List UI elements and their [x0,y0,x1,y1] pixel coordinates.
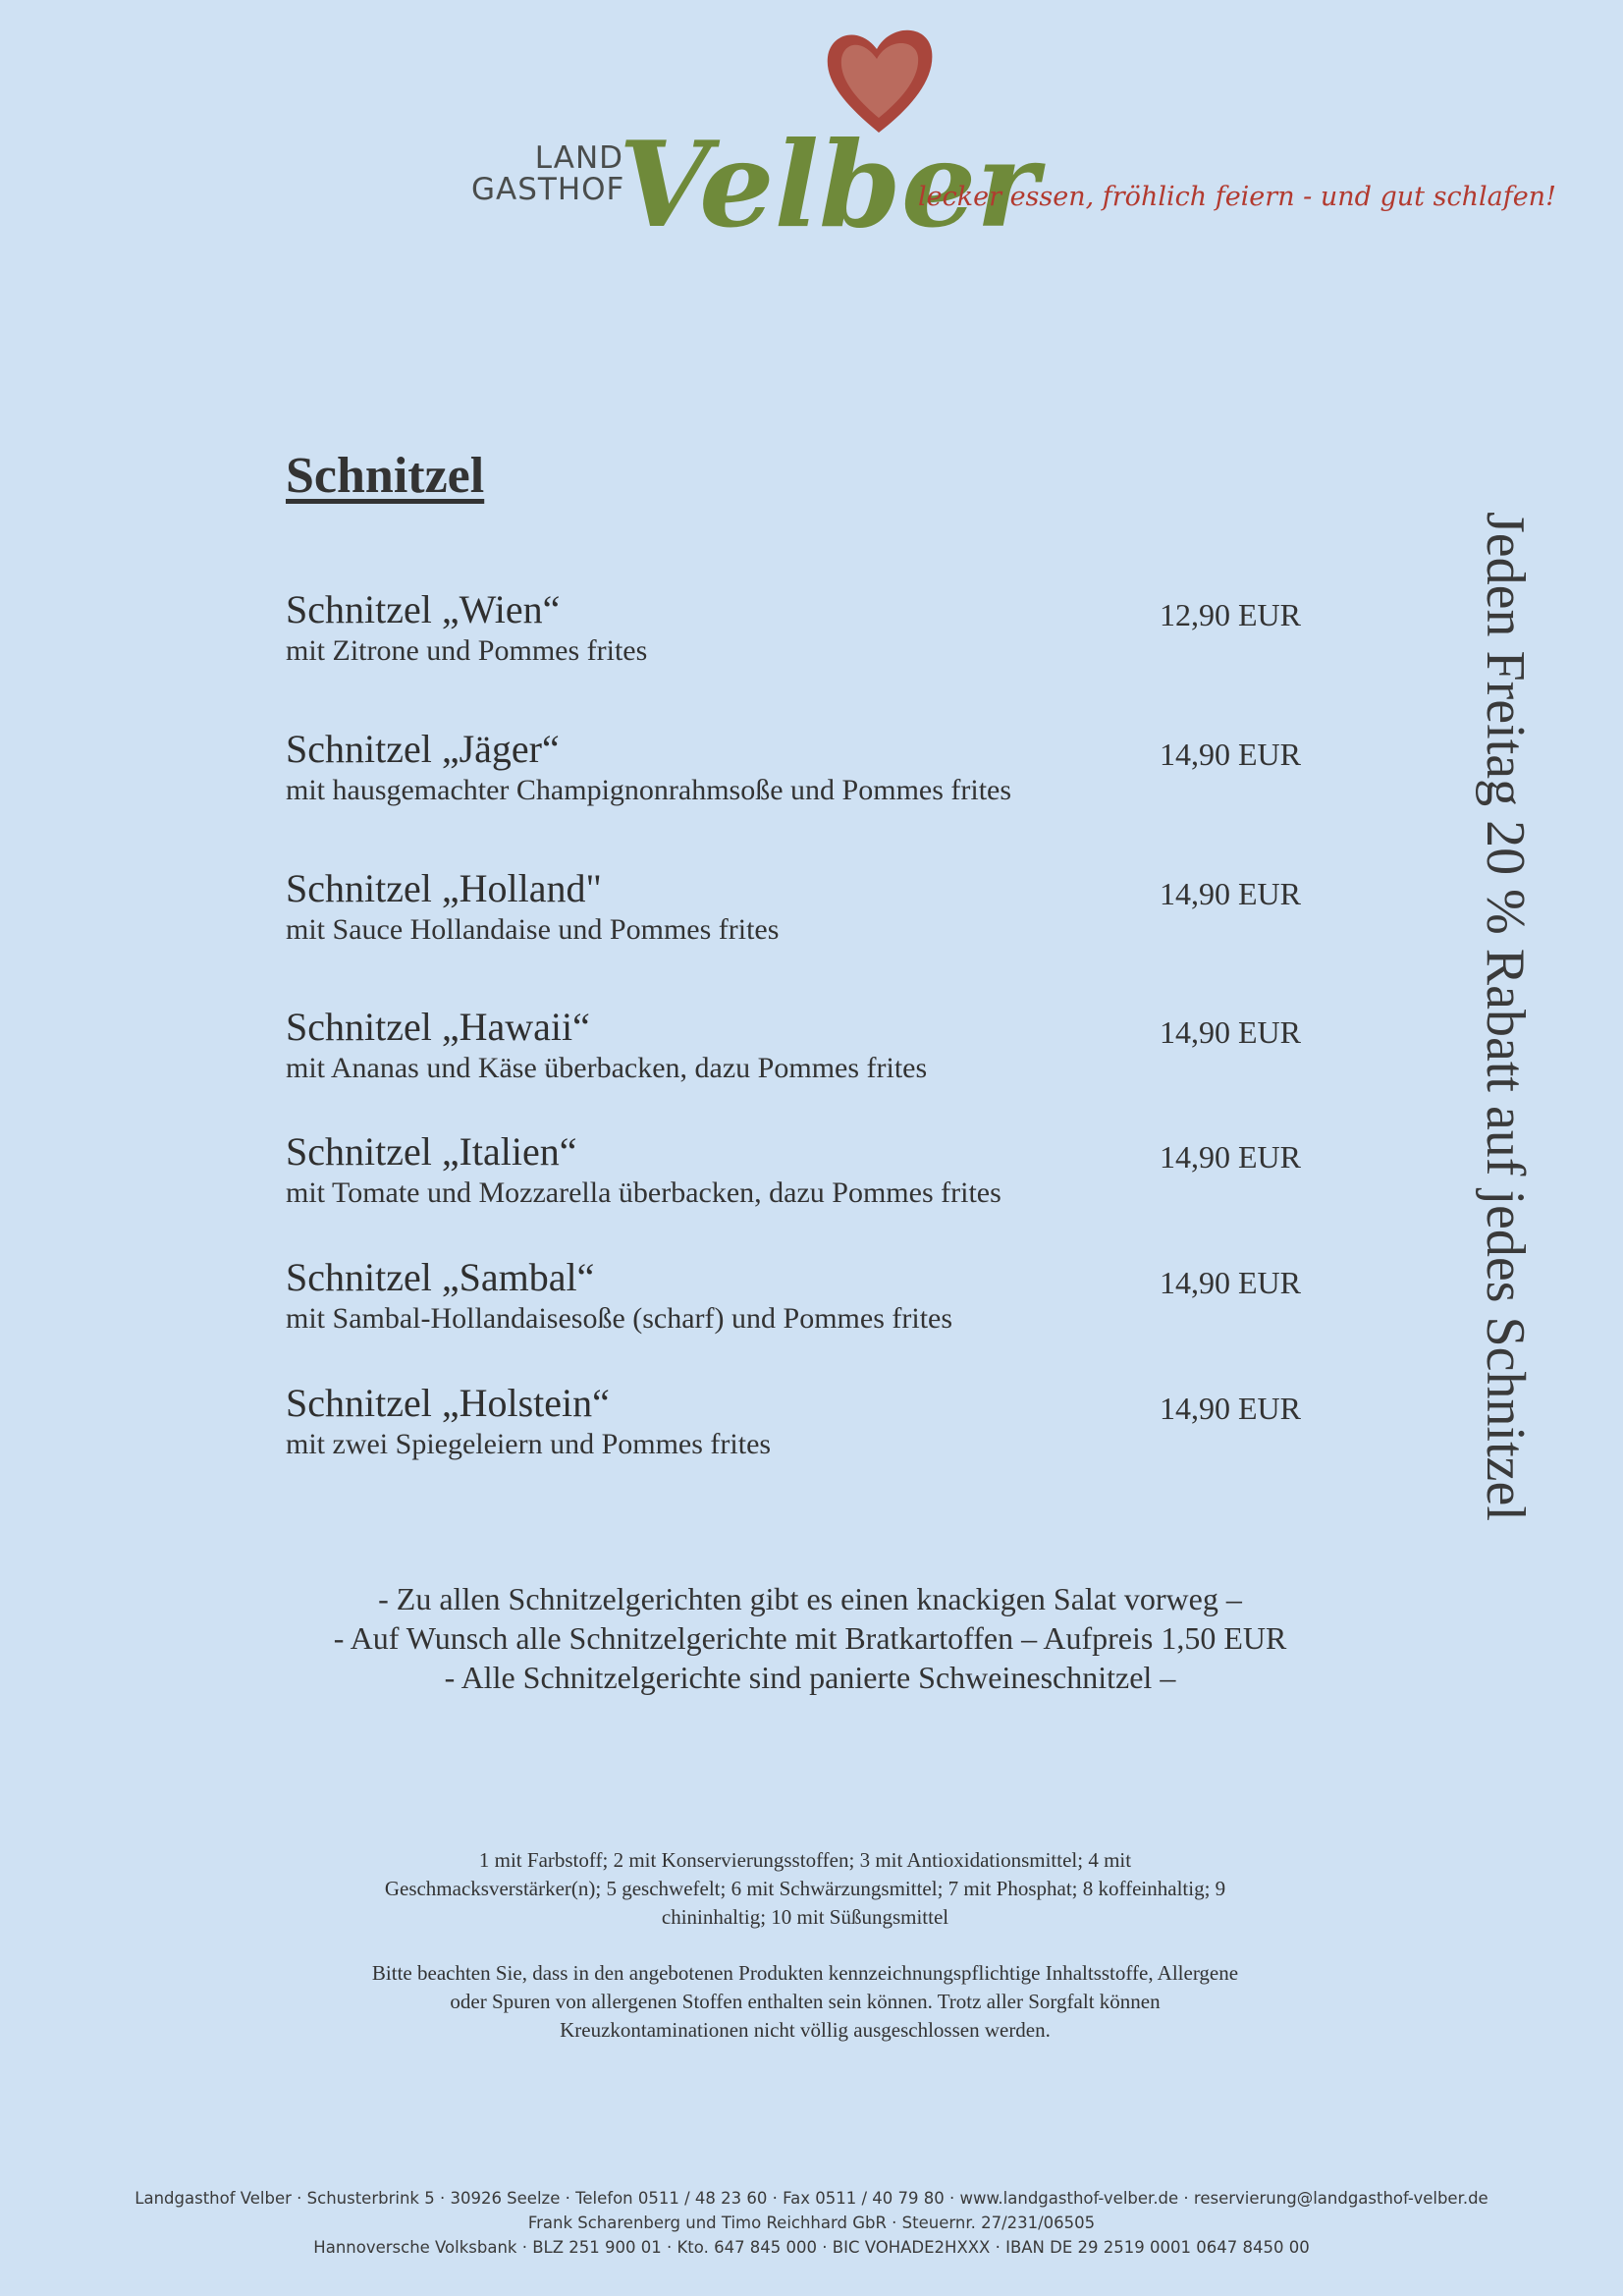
item-description: mit Ananas und Käse überbacken, dazu Pommes frites [286,1052,928,1084]
menu-item-holstein [286,1381,1326,1479]
menu-item-hawaii [286,1005,1326,1103]
menu-item-holland [286,866,1326,964]
additives-notice [285,1846,1325,1932]
footer-line: Landgasthof Velber · Schusterbrink 5 · 30926 Seelze · Telefon 0511 / 48 23 60 · Fax 0511 / 40 79 80 · www.landgasthof-velber.de · reservierung@landgasthof-velber.de [135,2189,1488,2208]
section-title: Schnitzel [286,448,485,504]
item-price: 14,90 EUR [1160,737,1301,772]
note-line: - Alle Schnitzelgerichte sind panierte Schweineschnitzel – [444,1660,1176,1695]
menu-item-italien [286,1129,1326,1228]
footer [0,2186,1623,2260]
logo [471,20,1556,254]
item-name: Schnitzel „Holland" [286,866,602,910]
logo-wordmark-text: Velber [619,116,1039,254]
additives-line: chininhaltig; 10 mit Süßungsmittel [661,1905,949,1929]
item-price: 14,90 EUR [1160,1391,1301,1426]
additives-line: 1 mit Farbstoff; 2 mit Konservierungsstoffen; 3 mit Antioxidationsmittel; 4 mit [478,1848,1132,1872]
menu-item-wien [286,587,1326,685]
note-line: - Zu allen Schnitzelgerichten gibt es einen knackigen Salat vorweg – [378,1581,1242,1616]
item-price: 14,90 EUR [1160,876,1301,911]
item-description: mit Zitrone und Pommes frites [286,634,648,667]
item-description: mit zwei Spiegeleiern und Pommes frites [286,1428,772,1460]
footer-line: Frank Scharenberg und Timo Reichhard GbR · Steuernr. 27/231/06505 [527,2214,1096,2232]
item-price: 14,90 EUR [1160,1265,1301,1300]
allergen-line: oder Spuren von allergenen Stoffen enthalten sein können. Trotz aller Sorgfalt können [450,1990,1161,2013]
menu-notes [236,1579,1384,1697]
item-name: Schnitzel „Sambal“ [286,1255,595,1299]
footer-line: Hannoversche Volksbank · BLZ 251 900 01 · Kto. 647 845 000 · BIC VOHADE2HXXX · IBAN DE 29 2519 0001 0647 8450 00 [313,2238,1310,2257]
note-line: - Auf Wunsch alle Schnitzelgerichte mit Bratkartoffen – Aufpreis 1,50 EUR [333,1620,1287,1656]
logo-gasthof-text: GASTHOF [471,172,625,207]
item-description: mit Tomate und Mozzarella überbacken, dazu Pommes frites [286,1176,1001,1209]
additives-line: Geschmacksverstärker(n); 5 geschwefelt; 6 mit Schwärzungsmittel; 7 mit Phosphat; 8 koffeinhaltig; 9 [384,1877,1226,1900]
item-name: Schnitzel „Italien“ [286,1129,577,1174]
item-name: Schnitzel „Holstein“ [286,1381,610,1425]
friday-discount-banner: Jeden Freitag 20 % Rabatt auf jedes Schnitzel [1475,512,1536,1521]
logo-land-text: LAND [534,140,623,176]
allergen-line: Bitte beachten Sie, dass in den angebotenen Produkten kennzeichnungspflichtige Inhaltsstoffe, Allergene [371,1961,1239,1985]
item-description: mit Sambal-Hollandaisesoße (scharf) und Pommes frites [286,1302,953,1335]
logo-land-gasthof [471,142,623,205]
item-price: 14,90 EUR [1160,1014,1301,1050]
item-name: Schnitzel „Wien“ [286,587,561,631]
menu-item-sambal [286,1255,1326,1353]
item-description: mit hausgemachter Champignonrahmsoße und Pommes frites [286,774,1012,806]
allergen-line: Kreuzkontaminationen nicht völlig ausgeschlossen werden. [560,2018,1051,2042]
item-name: Schnitzel „Jäger“ [286,727,560,771]
allergen-notice [285,1959,1325,2045]
menu-item-jaeger [286,727,1326,825]
item-price: 12,90 EUR [1160,597,1301,632]
item-description: mit Sauce Hollandaise und Pommes frites [286,913,780,946]
logo-tagline: lecker essen, fröhlich feiern - und gut schlafen! [918,182,1556,212]
item-price: 14,90 EUR [1160,1139,1301,1175]
item-name: Schnitzel „Hawaii“ [286,1005,590,1049]
